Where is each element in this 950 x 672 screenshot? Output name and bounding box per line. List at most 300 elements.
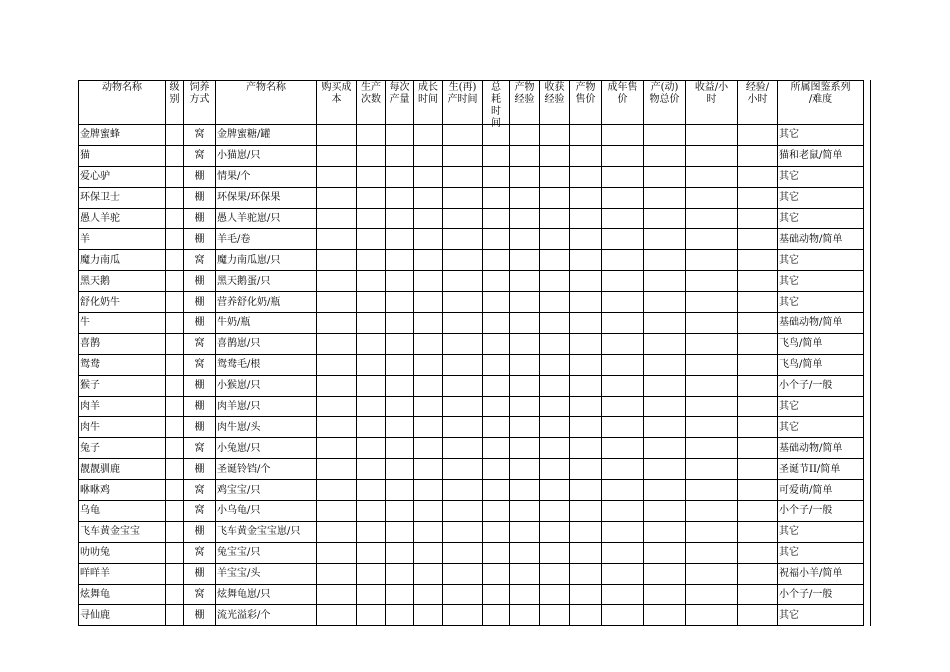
cell-empty xyxy=(738,250,778,271)
cell-empty xyxy=(414,521,443,542)
cell-empty xyxy=(738,459,778,480)
cell-animal-name: 金牌蜜蜂 xyxy=(79,125,166,146)
cell-empty xyxy=(483,459,510,480)
cell-empty xyxy=(414,145,443,166)
cell-product-name: 羊毛/卷 xyxy=(216,229,317,250)
cell-feeding-method: 棚 xyxy=(184,521,216,542)
cell-empty xyxy=(510,459,540,480)
cell-empty xyxy=(686,438,738,459)
cell-empty xyxy=(357,542,386,563)
cell-collection-series: 其它 xyxy=(778,605,864,626)
header-line: 物总价 xyxy=(649,94,680,105)
cell-empty xyxy=(686,292,738,313)
cell-empty xyxy=(570,187,602,208)
cell-empty xyxy=(386,208,414,229)
table-row xyxy=(79,417,864,438)
cell-empty xyxy=(443,208,483,229)
cell-empty xyxy=(414,354,443,375)
cell-animal-name: 舒化奶牛 xyxy=(79,292,166,313)
cell-feeding-method: 窝 xyxy=(184,145,216,166)
cell-empty xyxy=(386,354,414,375)
cell-empty xyxy=(510,480,540,501)
cell-empty xyxy=(686,480,738,501)
cell-feeding-method: 棚 xyxy=(184,563,216,584)
cell-empty xyxy=(686,375,738,396)
cell-empty xyxy=(317,417,357,438)
cell-collection-series: 飞鸟/简单 xyxy=(778,333,864,354)
cell-empty xyxy=(510,250,540,271)
cell-empty xyxy=(357,459,386,480)
cell-empty xyxy=(644,375,686,396)
cell-animal-name: 喜鹊 xyxy=(79,333,166,354)
cell-empty xyxy=(483,396,510,417)
cell-empty xyxy=(386,542,414,563)
cell-animal-name: 咻咻鸡 xyxy=(79,480,166,501)
cell-empty xyxy=(414,166,443,187)
cell-product-name: 肉牛崽/头 xyxy=(216,417,317,438)
cell-empty xyxy=(570,313,602,334)
cell-feeding-method: 窝 xyxy=(184,125,216,146)
cell-empty xyxy=(540,125,570,146)
cell-empty xyxy=(602,417,644,438)
cell-collection-series: 其它 xyxy=(778,166,864,187)
cell-empty xyxy=(602,187,644,208)
cell-empty xyxy=(686,271,738,292)
cell-empty xyxy=(443,396,483,417)
cell-empty xyxy=(510,396,540,417)
cell-empty xyxy=(644,417,686,438)
cell-empty xyxy=(166,521,184,542)
cell-empty xyxy=(357,187,386,208)
table-body xyxy=(79,125,864,626)
cell-empty xyxy=(570,125,602,146)
header-exp-per-hour xyxy=(738,81,778,125)
cell-empty xyxy=(738,208,778,229)
header-adult-price xyxy=(602,81,644,125)
cell-empty xyxy=(357,271,386,292)
cell-empty xyxy=(443,480,483,501)
cell-collection-series: 其它 xyxy=(778,396,864,417)
cell-empty xyxy=(166,417,184,438)
cell-empty xyxy=(443,417,483,438)
cell-empty xyxy=(483,501,510,522)
cell-empty xyxy=(570,208,602,229)
cell-product-name: 黑天鹅蛋/只 xyxy=(216,271,317,292)
cell-empty xyxy=(602,396,644,417)
cell-empty xyxy=(602,584,644,605)
cell-empty xyxy=(510,542,540,563)
cell-product-name: 营养舒化奶/瓶 xyxy=(216,292,317,313)
cell-animal-name: 愚人羊驼 xyxy=(79,208,166,229)
cell-empty xyxy=(443,501,483,522)
cell-empty xyxy=(686,396,738,417)
cell-animal-name: 鸳鸯 xyxy=(79,354,166,375)
cell-empty xyxy=(540,145,570,166)
cell-product-name: 小猴崽/只 xyxy=(216,375,317,396)
cell-empty xyxy=(414,417,443,438)
cell-empty xyxy=(414,584,443,605)
cell-feeding-method: 棚 xyxy=(184,313,216,334)
cell-empty xyxy=(443,250,483,271)
cell-empty xyxy=(357,501,386,522)
cell-empty xyxy=(738,563,778,584)
header-production-count xyxy=(357,81,386,125)
cell-empty xyxy=(357,563,386,584)
cell-empty xyxy=(357,605,386,626)
cell-empty xyxy=(570,271,602,292)
cell-collection-series: 小个子/一般 xyxy=(778,375,864,396)
cell-product-name: 羊宝宝/头 xyxy=(216,563,317,584)
cell-empty xyxy=(317,396,357,417)
table-row xyxy=(79,187,864,208)
header-line: 产物 xyxy=(514,82,535,93)
table-row xyxy=(79,480,864,501)
cell-empty xyxy=(357,166,386,187)
cell-empty xyxy=(602,438,644,459)
cell-feeding-method: 棚 xyxy=(184,417,216,438)
cell-empty xyxy=(386,584,414,605)
cell-feeding-method: 窝 xyxy=(184,542,216,563)
cell-empty xyxy=(570,438,602,459)
cell-empty xyxy=(602,480,644,501)
cell-feeding-method: 棚 xyxy=(184,396,216,417)
cell-empty xyxy=(414,501,443,522)
cell-collection-series: 可爱萌/简单 xyxy=(778,480,864,501)
cell-empty xyxy=(686,145,738,166)
table-row xyxy=(79,396,864,417)
cell-collection-series: 其它 xyxy=(778,542,864,563)
table-row xyxy=(79,542,864,563)
cell-empty xyxy=(540,271,570,292)
cell-collection-series: 其它 xyxy=(778,250,864,271)
cell-empty xyxy=(386,501,414,522)
header-line: 经验 xyxy=(544,94,565,105)
cell-empty xyxy=(602,313,644,334)
cell-empty xyxy=(414,292,443,313)
cell-empty xyxy=(166,271,184,292)
cell-feeding-method: 棚 xyxy=(184,271,216,292)
cell-empty xyxy=(570,396,602,417)
header-line: 时 xyxy=(491,106,501,117)
animal-data-table xyxy=(78,80,864,626)
cell-empty xyxy=(386,125,414,146)
cell-empty xyxy=(483,229,510,250)
cell-empty xyxy=(570,459,602,480)
cell-empty xyxy=(540,187,570,208)
cell-empty xyxy=(166,605,184,626)
cell-empty xyxy=(570,417,602,438)
header-line: 价 xyxy=(617,94,628,105)
cell-empty xyxy=(414,271,443,292)
cell-empty xyxy=(540,459,570,480)
cell-collection-series: 基础动物/简单 xyxy=(778,438,864,459)
cell-empty xyxy=(443,375,483,396)
cell-empty xyxy=(540,521,570,542)
cell-animal-name: 炫舞龟 xyxy=(79,584,166,605)
cell-feeding-method: 棚 xyxy=(184,292,216,313)
cell-product-name: 小猫崽/只 xyxy=(216,145,317,166)
cell-empty xyxy=(686,584,738,605)
table-row xyxy=(79,229,864,250)
cell-empty xyxy=(483,292,510,313)
header-line: 动物名称 xyxy=(102,82,142,93)
header-line: 产时间 xyxy=(447,94,478,105)
cell-empty xyxy=(738,521,778,542)
cell-empty xyxy=(317,333,357,354)
cell-empty xyxy=(317,125,357,146)
cell-empty xyxy=(570,229,602,250)
cell-empty xyxy=(738,375,778,396)
cell-collection-series: 其它 xyxy=(778,271,864,292)
header-line: 本 xyxy=(331,94,342,105)
cell-empty xyxy=(483,480,510,501)
cell-empty xyxy=(357,250,386,271)
cell-empty xyxy=(644,584,686,605)
cell-empty xyxy=(686,187,738,208)
cell-empty xyxy=(443,542,483,563)
cell-empty xyxy=(443,354,483,375)
cell-empty xyxy=(317,438,357,459)
header-line: 饲养 xyxy=(189,82,210,93)
cell-empty xyxy=(317,501,357,522)
cell-empty xyxy=(738,166,778,187)
cell-empty xyxy=(540,333,570,354)
cell-empty xyxy=(738,417,778,438)
cell-product-name: 小乌龟/只 xyxy=(216,501,317,522)
header-line: 耗 xyxy=(491,94,501,105)
cell-product-name: 炫舞龟崽/只 xyxy=(216,584,317,605)
cell-empty xyxy=(317,521,357,542)
cell-empty xyxy=(644,480,686,501)
cell-feeding-method: 棚 xyxy=(184,229,216,250)
cell-collection-series: 祝福小羊/简单 xyxy=(778,563,864,584)
cell-empty xyxy=(317,166,357,187)
cell-empty xyxy=(602,292,644,313)
cell-empty xyxy=(570,501,602,522)
cell-empty xyxy=(570,250,602,271)
cell-empty xyxy=(317,563,357,584)
cell-empty xyxy=(540,542,570,563)
cell-empty xyxy=(166,208,184,229)
header-line: 级 xyxy=(169,82,180,93)
cell-empty xyxy=(443,563,483,584)
cell-empty xyxy=(166,375,184,396)
header-line: 成年售 xyxy=(607,82,638,93)
cell-empty xyxy=(644,438,686,459)
cell-product-name: 圣诞铃铛/个 xyxy=(216,459,317,480)
cell-empty xyxy=(483,250,510,271)
cell-empty xyxy=(414,229,443,250)
cell-empty xyxy=(443,166,483,187)
header-line: 时间 xyxy=(418,94,438,105)
cell-empty xyxy=(166,229,184,250)
table-outer-border xyxy=(870,80,871,626)
cell-empty xyxy=(510,563,540,584)
header-line: 总 xyxy=(491,82,501,93)
cell-empty xyxy=(644,208,686,229)
header-line: 时 xyxy=(706,94,717,105)
cell-empty xyxy=(483,375,510,396)
cell-collection-series: 小个子/一般 xyxy=(778,584,864,605)
cell-animal-name: 环保卫士 xyxy=(79,187,166,208)
cell-empty xyxy=(386,229,414,250)
cell-feeding-method: 窝 xyxy=(184,333,216,354)
cell-empty xyxy=(602,229,644,250)
cell-empty xyxy=(644,125,686,146)
cell-empty xyxy=(738,501,778,522)
cell-feeding-method: 窝 xyxy=(184,354,216,375)
cell-collection-series: 飞鸟/简单 xyxy=(778,354,864,375)
cell-empty xyxy=(602,271,644,292)
cell-empty xyxy=(570,333,602,354)
cell-animal-name: 猫 xyxy=(79,145,166,166)
cell-feeding-method: 棚 xyxy=(184,605,216,626)
cell-empty xyxy=(357,145,386,166)
cell-empty xyxy=(386,417,414,438)
cell-product-name: 飞车黄金宝宝崽/只 xyxy=(216,521,317,542)
cell-product-name: 牛奶/瓶 xyxy=(216,313,317,334)
cell-empty xyxy=(386,313,414,334)
header-line: 所属图鉴系列 xyxy=(790,82,851,93)
cell-empty xyxy=(738,271,778,292)
cell-collection-series: 基础动物/简单 xyxy=(778,313,864,334)
cell-empty xyxy=(570,605,602,626)
cell-empty xyxy=(602,501,644,522)
header-product-name xyxy=(216,81,317,125)
cell-empty xyxy=(686,229,738,250)
cell-empty xyxy=(357,292,386,313)
cell-collection-series: 圣诞节II/简单 xyxy=(778,459,864,480)
table-row xyxy=(79,208,864,229)
cell-empty xyxy=(570,584,602,605)
cell-empty xyxy=(443,438,483,459)
cell-empty xyxy=(602,375,644,396)
cell-product-name: 环保果/环保果 xyxy=(216,187,317,208)
cell-empty xyxy=(738,187,778,208)
table-row xyxy=(79,605,864,626)
table-row xyxy=(79,584,864,605)
cell-empty xyxy=(386,292,414,313)
cell-empty xyxy=(317,229,357,250)
cell-empty xyxy=(686,354,738,375)
cell-empty xyxy=(602,521,644,542)
table-row xyxy=(79,521,864,542)
cell-empty xyxy=(483,271,510,292)
cell-collection-series: 其它 xyxy=(778,125,864,146)
cell-empty xyxy=(357,313,386,334)
cell-empty xyxy=(602,166,644,187)
cell-collection-series: 其它 xyxy=(778,208,864,229)
cell-empty xyxy=(357,375,386,396)
cell-empty xyxy=(317,605,357,626)
cell-empty xyxy=(483,354,510,375)
cell-empty xyxy=(386,375,414,396)
cell-empty xyxy=(357,417,386,438)
cell-feeding-method: 棚 xyxy=(184,187,216,208)
cell-empty xyxy=(443,521,483,542)
header-line: 成长 xyxy=(418,82,438,93)
table-row xyxy=(79,354,864,375)
cell-empty xyxy=(443,292,483,313)
cell-empty xyxy=(644,271,686,292)
cell-empty xyxy=(540,501,570,522)
cell-empty xyxy=(386,271,414,292)
cell-empty xyxy=(738,313,778,334)
cell-product-name: 小兔崽/只 xyxy=(216,438,317,459)
cell-empty xyxy=(738,542,778,563)
cell-empty xyxy=(540,417,570,438)
cell-empty xyxy=(317,354,357,375)
cell-empty xyxy=(738,480,778,501)
cell-empty xyxy=(386,187,414,208)
cell-empty xyxy=(386,250,414,271)
cell-empty xyxy=(686,333,738,354)
header-total-time xyxy=(483,81,510,129)
cell-empty xyxy=(686,563,738,584)
cell-collection-series: 其它 xyxy=(778,187,864,208)
cell-empty xyxy=(414,396,443,417)
cell-empty xyxy=(510,125,540,146)
cell-empty xyxy=(443,459,483,480)
header-line: 每次 xyxy=(389,82,410,93)
cell-empty xyxy=(644,396,686,417)
cell-empty xyxy=(483,605,510,626)
cell-empty xyxy=(570,292,602,313)
cell-animal-name: 牛 xyxy=(79,313,166,334)
cell-empty xyxy=(483,438,510,459)
cell-empty xyxy=(738,125,778,146)
header-product-exp xyxy=(510,81,540,125)
cell-empty xyxy=(414,605,443,626)
cell-product-name: 流光溢彩/个 xyxy=(216,605,317,626)
header-purchase-cost xyxy=(317,81,357,125)
cell-empty xyxy=(686,605,738,626)
cell-animal-name: 肉牛 xyxy=(79,417,166,438)
cell-empty xyxy=(602,542,644,563)
cell-empty xyxy=(540,375,570,396)
cell-empty xyxy=(738,229,778,250)
cell-empty xyxy=(166,584,184,605)
cell-empty xyxy=(166,480,184,501)
cell-product-name: 愚人羊驼崽/只 xyxy=(216,208,317,229)
cell-empty xyxy=(414,250,443,271)
cell-empty xyxy=(483,125,510,146)
cell-animal-name: 靓靓驯鹿 xyxy=(79,459,166,480)
cell-empty xyxy=(510,166,540,187)
cell-empty xyxy=(738,396,778,417)
cell-empty xyxy=(510,354,540,375)
cell-empty xyxy=(166,292,184,313)
cell-empty xyxy=(414,187,443,208)
cell-empty xyxy=(414,125,443,146)
table-row xyxy=(79,166,864,187)
cell-empty xyxy=(570,480,602,501)
cell-feeding-method: 窝 xyxy=(184,584,216,605)
cell-empty xyxy=(357,480,386,501)
cell-empty xyxy=(510,333,540,354)
cell-empty xyxy=(540,563,570,584)
table-row xyxy=(79,145,864,166)
cell-empty xyxy=(386,563,414,584)
cell-empty xyxy=(686,501,738,522)
header-line: 生产 xyxy=(361,82,381,93)
cell-empty xyxy=(644,542,686,563)
table-row xyxy=(79,333,864,354)
cell-product-name: 鸳鸯毛/根 xyxy=(216,354,317,375)
cell-animal-name: 叻叻兔 xyxy=(79,542,166,563)
header-row xyxy=(79,81,864,125)
cell-feeding-method: 棚 xyxy=(184,166,216,187)
